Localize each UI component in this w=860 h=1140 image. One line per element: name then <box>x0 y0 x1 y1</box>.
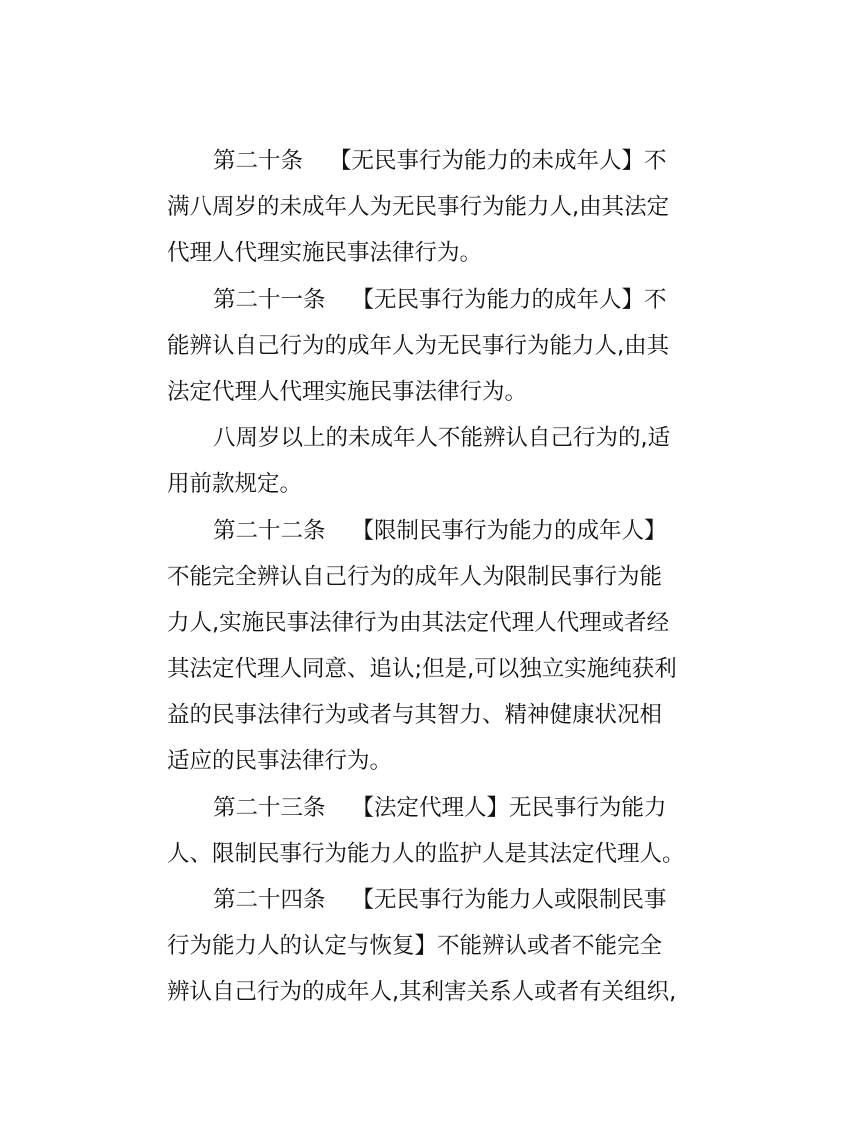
body-text-line: 行为能力人的认定与恢复】不能辨认或者不能完全 <box>167 933 663 960</box>
article-24-heading-line <box>167 877 707 923</box>
body-text-line: 代理人代理实施民事法律行为。 <box>167 240 483 267</box>
article-20-heading-line <box>167 138 707 184</box>
paragraph-first-line: 八周岁以上的未成年人不能辨认自己行为的,适 <box>213 425 671 452</box>
article-title-text: 【无民事行为能力的未成年人】不 <box>329 148 667 174</box>
body-text-line: 满八周岁的未成年人为无民事行为能力人,由其法定 <box>167 194 670 221</box>
body-text-line: 用前款规定。 <box>167 471 303 498</box>
article-number: 第二十三条 <box>213 794 326 821</box>
body-text-line: 益的民事法律行为或者与其智力、精神健康状况相 <box>167 702 663 729</box>
document-body <box>167 138 707 1016</box>
body-text-line: 法定代理人代理实施民事法律行为。 <box>167 378 528 405</box>
body-text-line: 能辨认自己行为的成年人为无民事行为能力人,由其 <box>167 332 670 359</box>
article-21-heading-line <box>167 277 707 323</box>
body-text-line: 辨认自己行为的成年人,其利害关系人或者有关组织, <box>167 979 677 1006</box>
article-number: 第二十二条 <box>213 517 326 544</box>
article-number: 第二十四条 <box>213 887 326 913</box>
article-number: 第二十一条 <box>213 286 326 313</box>
article-23-heading-line <box>167 785 707 831</box>
body-text-line: 适应的民事法律行为。 <box>167 748 393 775</box>
body-text-line: 力人,实施民事法律行为由其法定代理人代理或者经 <box>167 609 670 636</box>
article-title-text: 【法定代理人】无民事行为能力 <box>351 794 667 821</box>
article-22-heading-line <box>167 508 707 554</box>
body-text-line: 其法定代理人同意、追认;但是,可以独立实施纯获利 <box>167 656 677 683</box>
body-text-line: 不能完全辨认自己行为的成年人为限制民事行为能 <box>167 563 663 590</box>
article-title-text: 【限制民事行为能力的成年人】 <box>351 517 667 544</box>
article-title-text: 【无民事行为能力人或限制民事 <box>351 887 667 913</box>
article-title-text: 【无民事行为能力的成年人】不 <box>351 286 667 313</box>
article-number: 第二十条 <box>213 148 304 174</box>
body-text-line: 人、限制民事行为能力人的监护人是其法定代理人。 <box>167 840 685 867</box>
